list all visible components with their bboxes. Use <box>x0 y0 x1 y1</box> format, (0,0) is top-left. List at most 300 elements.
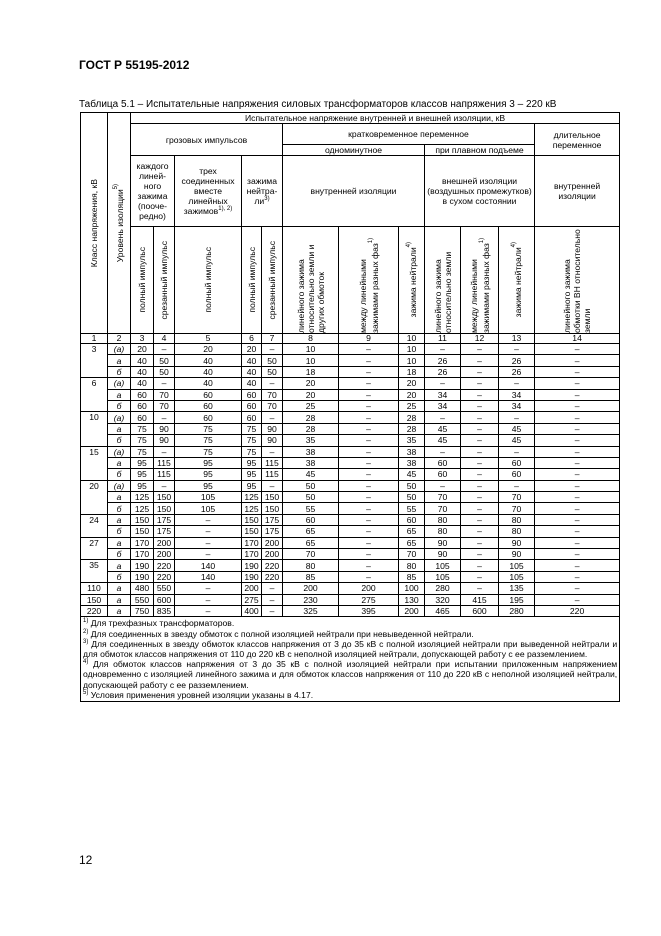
value-cell: 75 <box>175 423 242 434</box>
value-cell: 40 <box>131 355 154 366</box>
value-cell: – <box>425 344 461 355</box>
value-cell: 150 <box>131 514 154 525</box>
insulation-level-cell: а <box>108 537 131 548</box>
value-cell: 60 <box>399 514 425 525</box>
value-cell: – <box>499 344 535 355</box>
value-cell: – <box>461 412 499 423</box>
value-cell: – <box>461 560 499 571</box>
table-row <box>81 583 620 594</box>
value-cell: 200 <box>242 583 262 594</box>
value-cell: 75 <box>242 446 262 457</box>
insulation-level-cell: а <box>108 355 131 366</box>
value-cell: – <box>262 583 283 594</box>
header-col8-line-ground: линейного зажима относительно земли и других обмоток <box>283 227 339 334</box>
value-cell: 60 <box>242 412 262 423</box>
voltage-class-cell: 27 <box>81 537 108 560</box>
value-cell: – <box>339 492 399 503</box>
value-cell: 115 <box>154 457 175 468</box>
value-cell: 100 <box>399 583 425 594</box>
table-footnotes <box>81 617 620 702</box>
insulation-level-cell: а <box>108 560 131 571</box>
insulation-level-cell: б <box>108 400 131 411</box>
value-cell: 75 <box>131 435 154 446</box>
column-number: 10 <box>399 334 425 344</box>
value-cell: – <box>339 514 399 525</box>
value-cell: – <box>262 605 283 616</box>
value-cell: 60 <box>131 412 154 423</box>
value-cell: – <box>461 344 499 355</box>
value-cell: – <box>262 412 283 423</box>
value-cell: – <box>461 469 499 480</box>
value-cell: – <box>535 526 620 537</box>
value-cell: – <box>535 480 620 491</box>
value-cell: 95 <box>175 469 242 480</box>
insulation-level-cell: б <box>108 503 131 514</box>
insulation-level-cell: а <box>108 605 131 616</box>
table-row <box>81 446 620 457</box>
value-cell: 60 <box>425 457 461 468</box>
header-neutral-terminal: зажима нейтра-$ли^{3)}$ <box>242 156 283 227</box>
header-col12-between-phases: между линейными зажимами разных фаз$^{1)}$ <box>461 227 499 334</box>
value-cell: 200 <box>283 583 339 594</box>
footnote: $^{4)}$ Для обмоток классов напряжения от 3 до 35 кВ с полной изоляцией нейтрали при испытании приложенным напряжением одновременно с изоляцией линейного зажима и для обмоток классов напряжения от 110 до 220 кВ с неполной изоляцией нейтрали, допускающей работу с ее разземлением. <box>83 659 618 690</box>
value-cell: 125 <box>131 492 154 503</box>
insulation-level-cell: б <box>108 469 131 480</box>
voltage-class-cell: 220 <box>81 605 108 616</box>
value-cell: 220 <box>154 560 175 571</box>
value-cell: 65 <box>399 526 425 537</box>
insulation-level-cell: б <box>108 435 131 446</box>
document-header: ГОСТ Р 55195-2012 <box>79 58 190 72</box>
value-cell: 115 <box>262 457 283 468</box>
insulation-level-cell: (а) <box>108 446 131 457</box>
column-number: 13 <box>499 334 535 344</box>
value-cell: – <box>461 423 499 434</box>
header-col11-line-ground: линейного зажима относительно земли <box>425 227 461 334</box>
header-col14-winding: линейного зажима обмотки ВН относительно земли <box>535 227 620 334</box>
value-cell: 20 <box>283 378 339 389</box>
value-cell: 40 <box>175 366 242 377</box>
value-cell: 10 <box>399 344 425 355</box>
value-cell: – <box>339 366 399 377</box>
value-cell: 135 <box>499 583 535 594</box>
value-cell: 20 <box>283 389 339 400</box>
value-cell: 200 <box>262 537 283 548</box>
value-cell: 550 <box>154 583 175 594</box>
value-cell: – <box>339 389 399 400</box>
value-cell: 40 <box>242 366 262 377</box>
value-cell: – <box>339 355 399 366</box>
value-cell: – <box>339 457 399 468</box>
value-cell: 220 <box>154 571 175 582</box>
header-external-insulation: внешней изоляции (воздушных промежутков) в сухом состоянии <box>425 156 535 227</box>
value-cell: 75 <box>242 435 262 446</box>
value-cell: – <box>175 526 242 537</box>
value-cell: 65 <box>399 537 425 548</box>
value-cell: – <box>535 492 620 503</box>
value-cell: 400 <box>242 605 262 616</box>
value-cell: 325 <box>283 605 339 616</box>
value-cell: 50 <box>283 492 339 503</box>
table-row <box>81 605 620 616</box>
value-cell: – <box>535 423 620 434</box>
insulation-level-cell: (а) <box>108 480 131 491</box>
value-cell: 150 <box>242 526 262 537</box>
column-number: 5 <box>175 334 242 344</box>
value-cell: 275 <box>339 594 399 605</box>
value-cell: 70 <box>499 503 535 514</box>
value-cell: 190 <box>242 560 262 571</box>
value-cell: – <box>154 446 175 457</box>
value-cell: 50 <box>154 366 175 377</box>
value-cell: 170 <box>242 549 262 560</box>
value-cell: 140 <box>175 560 242 571</box>
value-cell: – <box>175 583 242 594</box>
value-cell: 105 <box>175 492 242 503</box>
value-cell: 70 <box>499 492 535 503</box>
value-cell: – <box>461 526 499 537</box>
value-cell: 105 <box>425 571 461 582</box>
value-cell: 200 <box>399 605 425 616</box>
value-cell: 150 <box>262 503 283 514</box>
table-row <box>81 503 620 514</box>
value-cell: 320 <box>425 594 461 605</box>
value-cell: 28 <box>399 423 425 434</box>
table-row <box>81 355 620 366</box>
value-cell: – <box>175 605 242 616</box>
value-cell: 125 <box>242 503 262 514</box>
value-cell: 60 <box>175 400 242 411</box>
table-row <box>81 537 620 548</box>
value-cell: – <box>425 480 461 491</box>
value-cell: 45 <box>499 435 535 446</box>
voltage-class-cell: 10 <box>81 412 108 446</box>
column-number: 14 <box>535 334 620 344</box>
value-cell: – <box>339 412 399 423</box>
value-cell: – <box>535 435 620 446</box>
value-cell: 200 <box>339 583 399 594</box>
value-cell: 50 <box>399 492 425 503</box>
value-cell: 20 <box>242 344 262 355</box>
header-col4-chopped: срезанный импульс <box>154 227 175 334</box>
value-cell: 60 <box>131 389 154 400</box>
value-cell: – <box>461 537 499 548</box>
value-cell: – <box>175 537 242 548</box>
insulation-level-cell: б <box>108 366 131 377</box>
table-body <box>81 344 620 617</box>
value-cell: 50 <box>399 480 425 491</box>
test-voltage-table <box>80 112 620 702</box>
value-cell: – <box>425 378 461 389</box>
value-cell: 95 <box>131 469 154 480</box>
value-cell: 95 <box>242 457 262 468</box>
value-cell: 28 <box>399 412 425 423</box>
value-cell: – <box>154 378 175 389</box>
value-cell: 28 <box>283 412 339 423</box>
value-cell: – <box>339 526 399 537</box>
table-row <box>81 560 620 571</box>
voltage-class-cell: 110 <box>81 583 108 594</box>
value-cell: – <box>262 378 283 389</box>
header-col9-between-phases: между линейными зажимами разных фаз$^{1)}$ <box>339 227 399 334</box>
value-cell: 40 <box>242 355 262 366</box>
value-cell: – <box>154 344 175 355</box>
value-cell: – <box>499 412 535 423</box>
table-row <box>81 492 620 503</box>
value-cell: 60 <box>242 400 262 411</box>
insulation-level-cell: а <box>108 492 131 503</box>
value-cell: 175 <box>154 514 175 525</box>
value-cell: 28 <box>283 423 339 434</box>
value-cell: 60 <box>499 457 535 468</box>
value-cell: 95 <box>131 457 154 468</box>
header-internal-insulation: внутренней изоляции <box>283 156 425 227</box>
value-cell: – <box>535 400 620 411</box>
value-cell: 150 <box>242 514 262 525</box>
value-cell: 75 <box>242 423 262 434</box>
value-cell: 38 <box>399 457 425 468</box>
value-cell: – <box>175 514 242 525</box>
table-row <box>81 423 620 434</box>
value-cell: – <box>461 571 499 582</box>
column-number: 12 <box>461 334 499 344</box>
table-row <box>81 400 620 411</box>
value-cell: 95 <box>131 480 154 491</box>
value-cell: 70 <box>154 400 175 411</box>
value-cell: – <box>535 514 620 525</box>
value-cell: 10 <box>399 355 425 366</box>
value-cell: 18 <box>399 366 425 377</box>
column-number: 6 <box>242 334 262 344</box>
value-cell: 75 <box>131 446 154 457</box>
value-cell: 20 <box>399 389 425 400</box>
value-cell: 60 <box>425 469 461 480</box>
value-cell: 70 <box>262 389 283 400</box>
value-cell: 465 <box>425 605 461 616</box>
value-cell: 45 <box>283 469 339 480</box>
value-cell: – <box>339 469 399 480</box>
value-cell: – <box>262 594 283 605</box>
value-cell: – <box>339 560 399 571</box>
value-cell: 150 <box>262 492 283 503</box>
table-row <box>81 366 620 377</box>
value-cell: 115 <box>154 469 175 480</box>
table-row <box>81 594 620 605</box>
footnote: $^{2)}$ Для соединенных в звезду обмоток с полной изоляцией нейтрали при невыведенной нейтрали. <box>83 628 474 639</box>
value-cell: 190 <box>131 560 154 571</box>
value-cell: 600 <box>154 594 175 605</box>
value-cell: 55 <box>399 503 425 514</box>
value-cell: – <box>461 446 499 457</box>
value-cell: 90 <box>425 549 461 560</box>
value-cell: 65 <box>283 537 339 548</box>
value-cell: 38 <box>283 457 339 468</box>
value-cell: – <box>339 435 399 446</box>
value-cell: 80 <box>499 526 535 537</box>
value-cell: 60 <box>499 469 535 480</box>
header-test-voltage: Испытательное напряжение внутренней и внешней изоляции, кВ <box>131 113 620 124</box>
value-cell: 90 <box>499 537 535 548</box>
value-cell: 38 <box>399 446 425 457</box>
value-cell: 200 <box>154 537 175 548</box>
column-number: 2 <box>108 334 131 344</box>
value-cell: 105 <box>499 560 535 571</box>
table-row <box>81 526 620 537</box>
column-number: 9 <box>339 334 399 344</box>
voltage-class-cell: 20 <box>81 480 108 514</box>
value-cell: 220 <box>535 605 620 616</box>
value-cell: – <box>262 344 283 355</box>
insulation-level-cell: а <box>108 423 131 434</box>
value-cell: 70 <box>283 549 339 560</box>
value-cell: – <box>339 378 399 389</box>
header-three-terminals: трех соединенных вместе линейных зажимов$^{1), 2)}$ <box>175 156 242 227</box>
value-cell: 175 <box>262 514 283 525</box>
footnote: $^{3)}$ Для соединенных в звезду обмоток классов напряжения от 3 до 35 кВ с полной изоляцией нейтрали при выведенной нейтрали и для обмоток классов напряжения от 110 до 220 кВ с неполной изоляцией нейтрали, допускающей работу с ее разземлением. <box>83 638 618 659</box>
value-cell: 26 <box>499 366 535 377</box>
value-cell: 275 <box>242 594 262 605</box>
value-cell: 26 <box>425 355 461 366</box>
value-cell: 80 <box>499 514 535 525</box>
column-number-row <box>81 334 620 344</box>
value-cell: 25 <box>283 400 339 411</box>
value-cell: – <box>535 571 620 582</box>
column-number: 4 <box>154 334 175 344</box>
insulation-level-cell: а <box>108 389 131 400</box>
value-cell: 45 <box>425 435 461 446</box>
value-cell: 95 <box>175 457 242 468</box>
value-cell: 105 <box>499 571 535 582</box>
value-cell: – <box>461 366 499 377</box>
value-cell: – <box>461 583 499 594</box>
value-cell: 175 <box>262 526 283 537</box>
value-cell: – <box>535 457 620 468</box>
value-cell: 105 <box>175 503 242 514</box>
value-cell: 80 <box>399 560 425 571</box>
value-cell: – <box>262 480 283 491</box>
value-cell: – <box>461 549 499 560</box>
value-cell: – <box>461 389 499 400</box>
value-cell: 95 <box>175 480 242 491</box>
value-cell: – <box>535 503 620 514</box>
value-cell: 200 <box>262 549 283 560</box>
insulation-level-cell: б <box>108 549 131 560</box>
value-cell: 40 <box>242 378 262 389</box>
header-insulation-level: Уровень изоляции$^{5)}$ <box>108 113 131 334</box>
insulation-level-cell: (а) <box>108 378 131 389</box>
footnote: $^{1)}$ Для трехфазных трансформаторов. <box>83 618 235 629</box>
value-cell: 85 <box>399 571 425 582</box>
value-cell: 50 <box>262 355 283 366</box>
value-cell: – <box>535 389 620 400</box>
value-cell: 34 <box>425 400 461 411</box>
insulation-level-cell: а <box>108 514 131 525</box>
value-cell: 600 <box>461 605 499 616</box>
value-cell: 70 <box>425 503 461 514</box>
value-cell: 175 <box>154 526 175 537</box>
value-cell: 20 <box>175 344 242 355</box>
value-cell: 60 <box>131 400 154 411</box>
value-cell: 60 <box>283 514 339 525</box>
value-cell: 150 <box>154 503 175 514</box>
value-cell: 80 <box>425 514 461 525</box>
voltage-class-cell: 35 <box>81 560 108 583</box>
footnote: $^{5)}$ Условия применения уровней изоляции указаны в 4.17. <box>83 689 314 700</box>
value-cell: 90 <box>425 537 461 548</box>
value-cell: 835 <box>154 605 175 616</box>
value-cell: 150 <box>154 492 175 503</box>
header-col13-neutral: зажима нейтрали$^{4)}$ <box>499 227 535 334</box>
value-cell: – <box>461 355 499 366</box>
value-cell: 90 <box>154 435 175 446</box>
value-cell: – <box>535 366 620 377</box>
table-row <box>81 344 620 355</box>
table-row <box>81 389 620 400</box>
table-row <box>81 480 620 491</box>
value-cell: 70 <box>425 492 461 503</box>
value-cell: – <box>339 503 399 514</box>
value-cell: 395 <box>339 605 399 616</box>
value-cell: 115 <box>262 469 283 480</box>
table-row <box>81 549 620 560</box>
value-cell: 90 <box>154 423 175 434</box>
table-row <box>81 571 620 582</box>
header-one-minute: одноминутное <box>283 145 425 156</box>
value-cell: 20 <box>131 344 154 355</box>
value-cell: 60 <box>175 389 242 400</box>
header-each-line-terminal: каждого линей-ного зажима (пооче-редно) <box>131 156 175 227</box>
header-col3-full: полный импульс <box>131 227 154 334</box>
value-cell: – <box>535 355 620 366</box>
value-cell: 60 <box>175 412 242 423</box>
value-cell: – <box>535 560 620 571</box>
table-caption: Таблица 5.1 – Испытательные напряжения силовых трансформаторов классов напряжения 3 – 220 кВ <box>79 99 557 110</box>
insulation-level-cell: а <box>108 457 131 468</box>
value-cell: 70 <box>262 400 283 411</box>
header-short-term-ac: кратковременное переменное <box>283 124 535 145</box>
value-cell: – <box>461 457 499 468</box>
insulation-level-cell: а <box>108 583 131 594</box>
value-cell: 60 <box>242 389 262 400</box>
value-cell: – <box>339 446 399 457</box>
value-cell: 75 <box>175 446 242 457</box>
voltage-class-cell: 3 <box>81 344 108 378</box>
insulation-level-cell: (а) <box>108 344 131 355</box>
value-cell: 55 <box>283 503 339 514</box>
column-number: 8 <box>283 334 339 344</box>
column-number: 7 <box>262 334 283 344</box>
table-row <box>81 412 620 423</box>
table-row <box>81 435 620 446</box>
value-cell: 750 <box>131 605 154 616</box>
value-cell: 190 <box>242 571 262 582</box>
value-cell: – <box>339 400 399 411</box>
table-row <box>81 514 620 525</box>
value-cell: 130 <box>399 594 425 605</box>
value-cell: – <box>461 480 499 491</box>
value-cell: – <box>339 423 399 434</box>
value-cell: 65 <box>283 526 339 537</box>
value-cell: 40 <box>131 366 154 377</box>
header-long-term-ac: длительное переменное <box>535 124 620 156</box>
value-cell: 280 <box>499 605 535 616</box>
value-cell: – <box>425 412 461 423</box>
value-cell: 90 <box>262 435 283 446</box>
value-cell: – <box>154 412 175 423</box>
value-cell: 170 <box>131 549 154 560</box>
value-cell: 34 <box>499 400 535 411</box>
value-cell: 25 <box>399 400 425 411</box>
